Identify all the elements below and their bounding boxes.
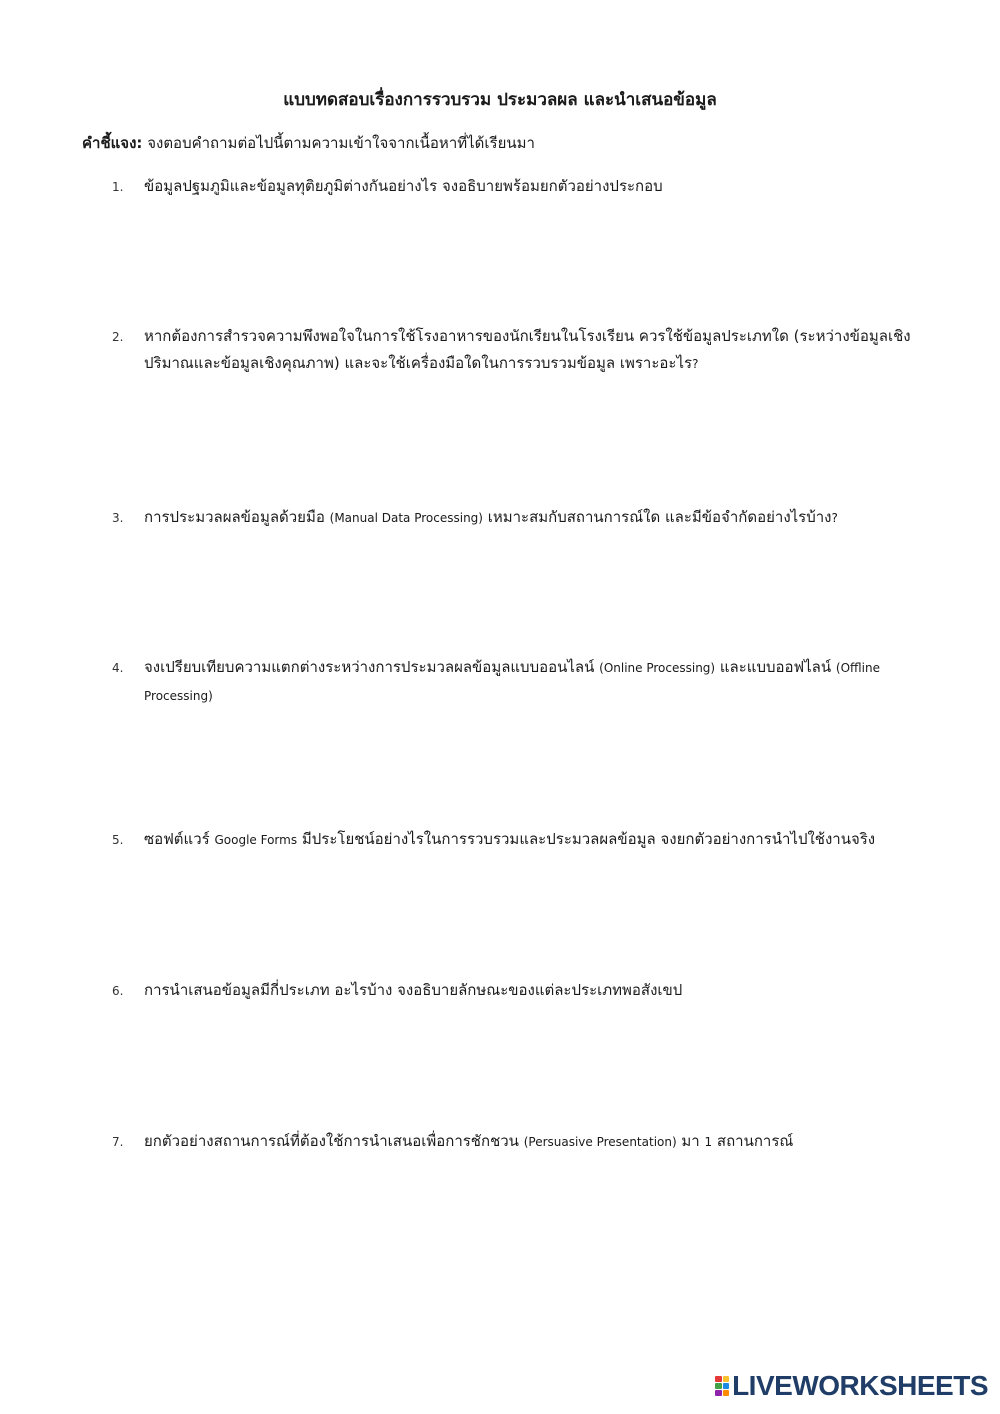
instruction [82, 131, 535, 155]
question-number: 4. [112, 661, 124, 675]
question-text-part: ข้อมูลปฐมภูมิและข้อมูลทุติยภูมิต่างกันอย่างไร จงอธิบายพร้อมยกตัวอย่างประกอบ [144, 177, 663, 195]
question-text-part: ยกตัวอย่างสถานการณ์ที่ต้องใช้การนำเสนอเพื่อการชักชวน [144, 1132, 524, 1150]
question-text-part: (Offline Processing) [144, 661, 880, 703]
question-number: 7. [112, 1135, 124, 1149]
question-text-part: ซอฟต์แวร์ [144, 830, 215, 848]
question-3 [112, 504, 912, 532]
logo-text: LIVEWORKSHEETS [732, 1370, 988, 1401]
question-text-part: หากต้องการสำรวจความพึงพอใจในการใช้โรงอาหารของนักเรียนในโรงเรียน ควรใช้ข้อมูลประเภทใด (ระหว่างข้อมูลเชิงปริมาณและข้อมูลเชิงคุณภาพ) และจะใช้เครื่องมือใดในการรวบรวมข้อมูล เพราะอะไร [144, 327, 911, 372]
question-number: 6. [112, 984, 124, 998]
question-text-part: มีประโยชน์อย่างไรในการรวบรวมและประมวลผลข้อมูล จงยกตัวอย่างการนำไปใช้งานจริง [297, 830, 876, 848]
question-text [144, 173, 912, 200]
question-5 [112, 826, 912, 854]
question-6 [112, 977, 912, 1004]
question-text [144, 1128, 912, 1156]
question-text-part: (Manual Data Processing) [329, 511, 483, 525]
question-text-part: 1 [704, 1135, 713, 1149]
question-text-part: (Online Processing) [599, 661, 716, 675]
question-text [144, 826, 912, 854]
question-text-part: มา [676, 1132, 705, 1150]
question-text-part: จงเปรียบเทียบความแตกต่างระหว่างการประมวลผลข้อมูลแบบออนไลน์ [144, 658, 600, 676]
instruction-label: คำชี้แจง: [82, 134, 143, 152]
question-text-part: ? [692, 357, 699, 371]
instruction-text: จงตอบคำถามต่อไปนี้ตามความเข้าใจจากเนื้อหาที่ได้เรียนมา [147, 134, 535, 152]
question-text-part: การนำเสนอข้อมูลมีกี่ประเภท อะไรบ้าง จงอธิบายลักษณะของแต่ละประเภทพอสังเขป [144, 981, 683, 999]
question-text-part: สถานการณ์ [712, 1132, 794, 1150]
question-text [144, 323, 912, 378]
question-4 [112, 654, 912, 710]
question-number: 5. [112, 833, 124, 847]
question-text [144, 504, 912, 532]
question-number: 2. [112, 330, 124, 344]
question-text [144, 654, 912, 710]
question-text-part: Google Forms [214, 833, 298, 847]
question-text-part: เหมาะสมกับสถานการณ์ใด และมีข้อจำกัดอย่างไรบ้าง [482, 508, 832, 526]
question-7 [112, 1128, 912, 1156]
question-text-part: ? [831, 511, 838, 525]
question-1 [112, 173, 912, 200]
question-2 [112, 323, 912, 378]
liveworksheets-logo[interactable] [715, 1372, 988, 1400]
question-number: 3. [112, 511, 124, 525]
question-text-part: การประมวลผลข้อมูลด้วยมือ [144, 508, 330, 526]
question-text [144, 977, 912, 1004]
worksheet-title: แบบทดสอบเรื่องการรวบรวม ประมวลผล และนำเสนอข้อมูล [283, 90, 717, 110]
question-number: 1. [112, 180, 124, 194]
question-text-part: (Persuasive Presentation) [523, 1135, 677, 1149]
liveworksheets-logo-icon [715, 1376, 729, 1396]
question-text-part: และแบบออฟไลน์ [715, 658, 836, 676]
